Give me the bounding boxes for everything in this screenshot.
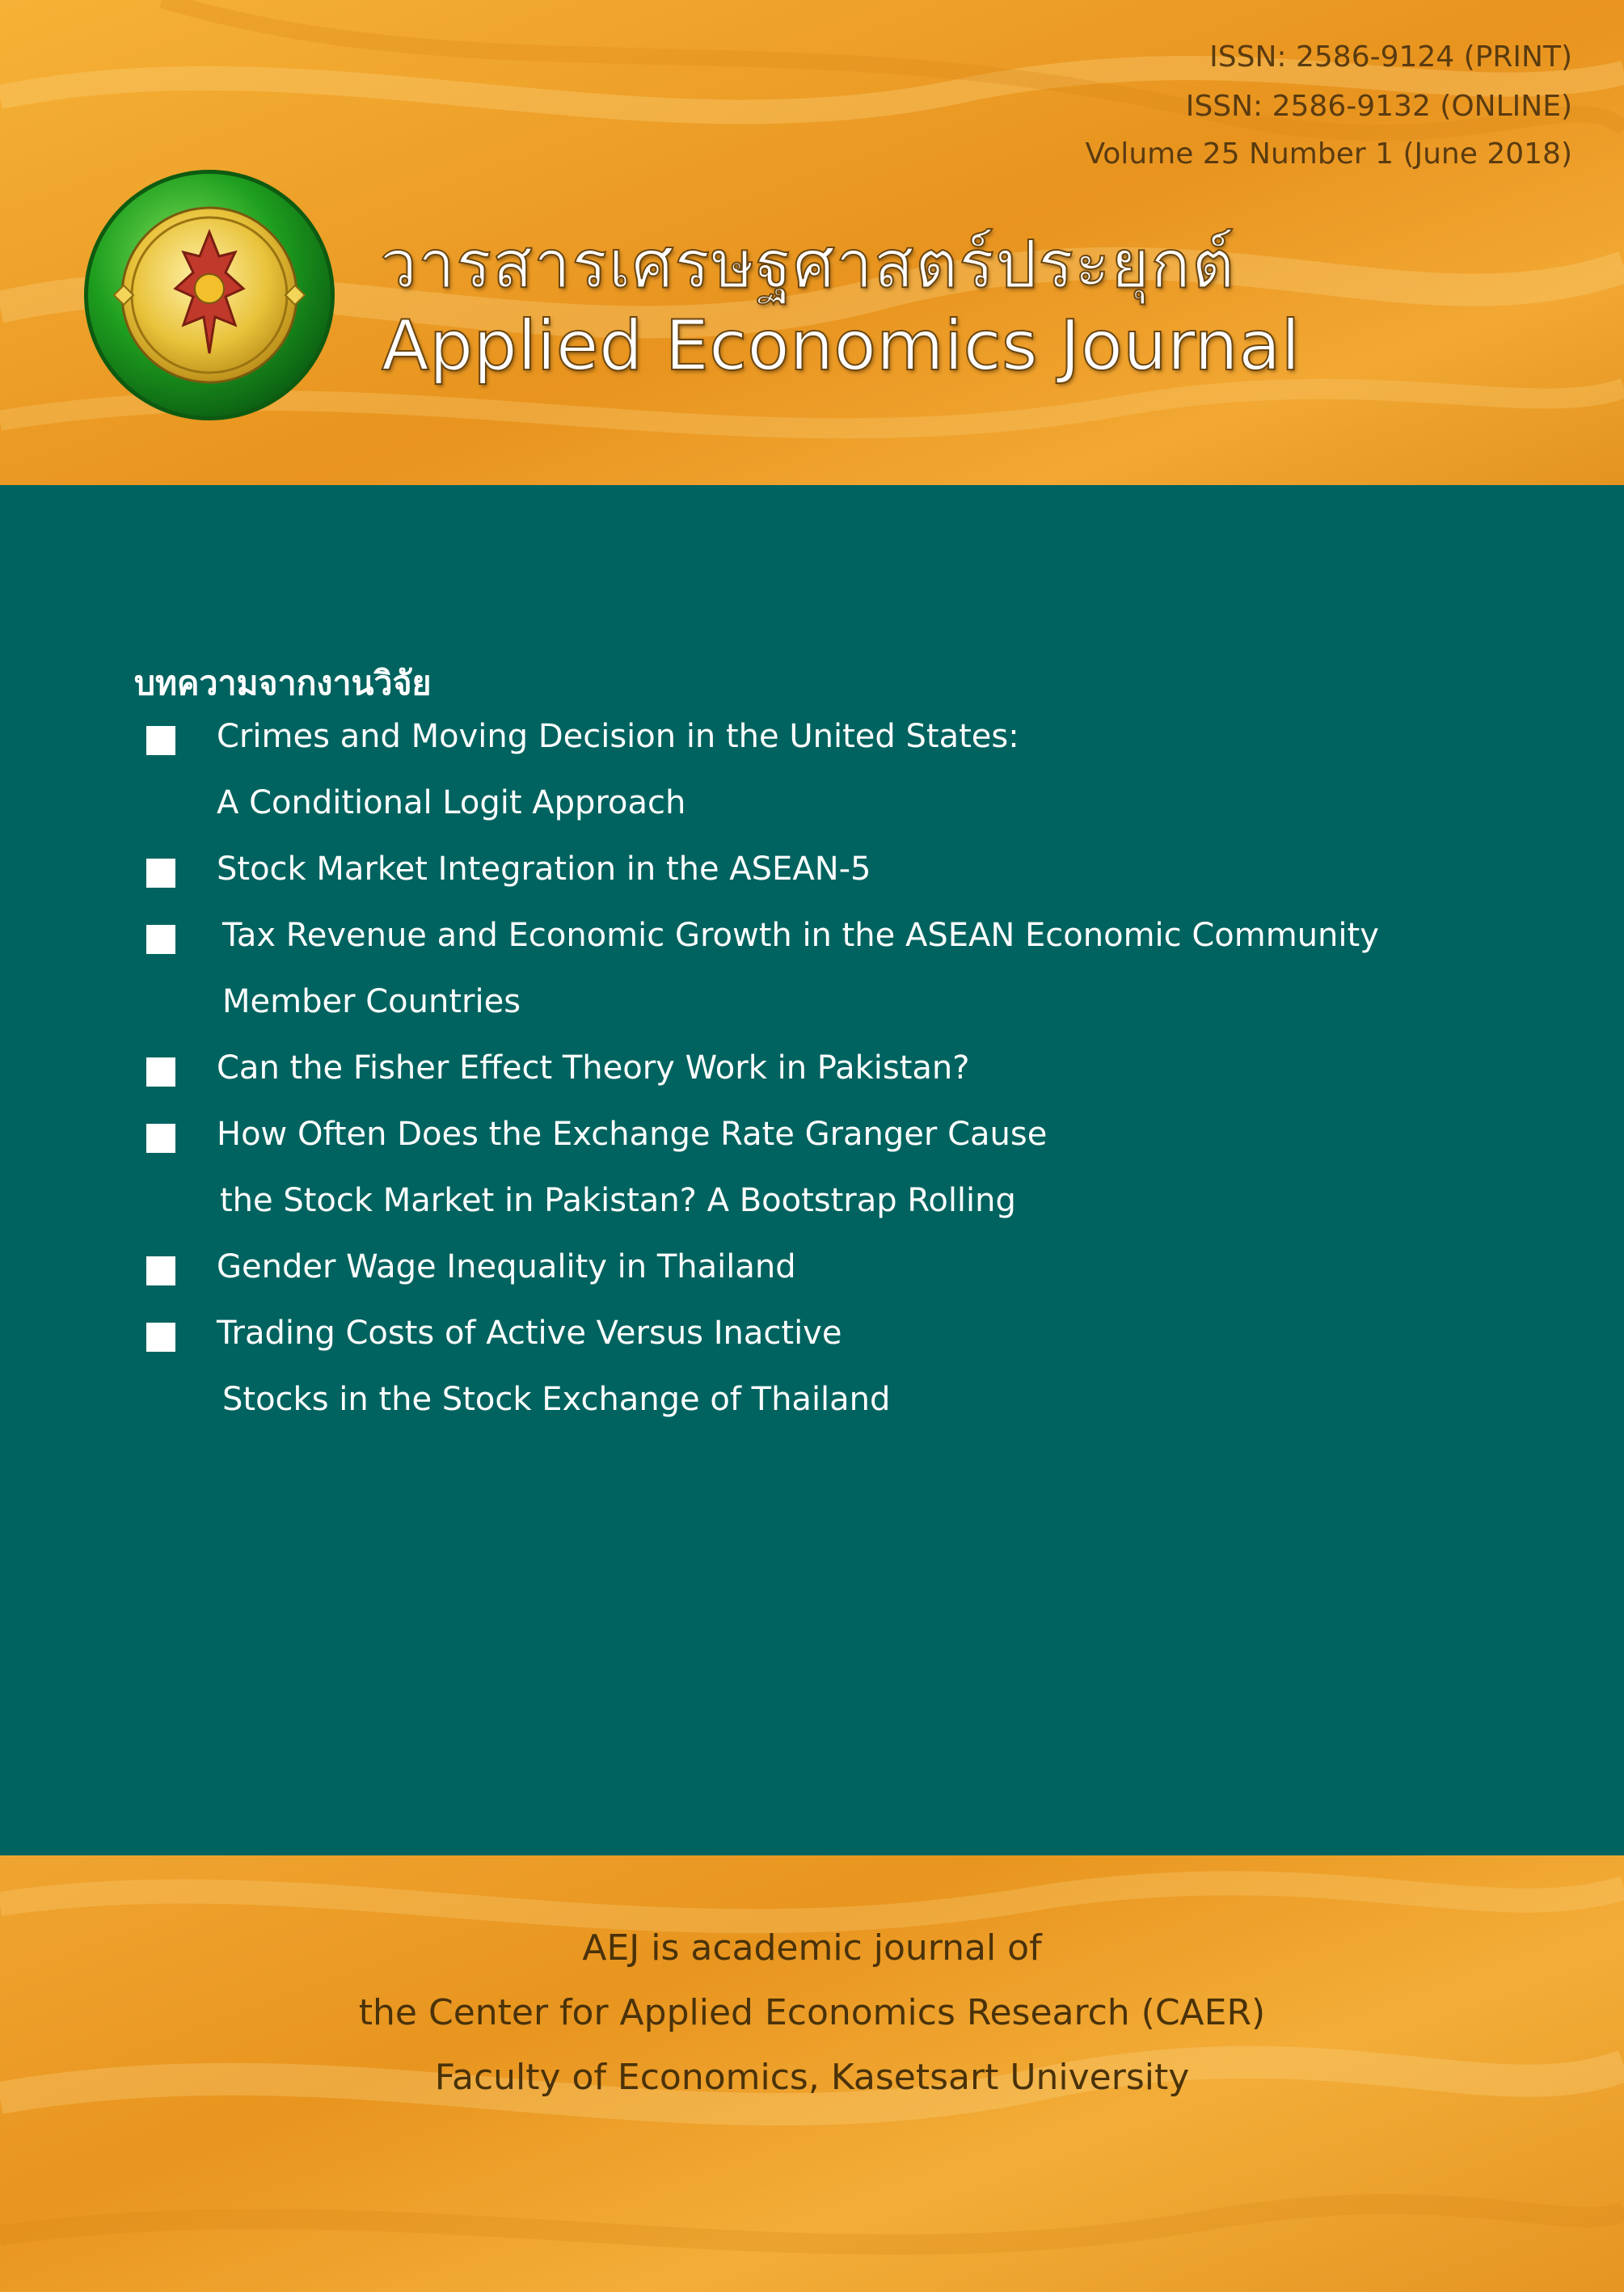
- square-bullet-icon: [146, 1124, 175, 1153]
- contents-heading: บทความจากงานวิจัย: [134, 664, 432, 703]
- article-title-line: A Conditional Logit Approach: [217, 784, 686, 821]
- article-title-line: How Often Does the Exchange Rate Granger Cause: [217, 1116, 1048, 1153]
- square-bullet-icon: [146, 859, 175, 888]
- footer-line-2: the Center for Applied Economics Research (CAER): [358, 1992, 1266, 2033]
- article-title-line: Stocks in the Stock Exchange of Thailand: [222, 1381, 891, 1418]
- square-bullet-icon: [146, 1256, 175, 1285]
- square-bullet-icon: [146, 925, 175, 954]
- square-bullet-icon: [146, 1057, 175, 1087]
- issn-online: ISSN: 2586-9132 (ONLINE): [1185, 90, 1572, 123]
- article-title-line: Trading Costs of Active Versus Inactive: [217, 1315, 842, 1352]
- footer-band: [0, 1855, 1624, 2292]
- square-bullet-icon: [146, 726, 175, 755]
- article-title-line: Gender Wage Inequality in Thailand: [217, 1248, 796, 1285]
- header-band: [0, 0, 1624, 485]
- article-title-line: Stock Market Integration in the ASEAN-5: [217, 851, 871, 888]
- article-title-line: the Stock Market in Pakistan? A Bootstrap Rolling: [220, 1182, 1016, 1219]
- journal-title-thai: วารสารเศรษฐศาสตร์ประยุกต์: [380, 226, 1236, 303]
- footer-line-1: AEJ is academic journal of: [582, 1927, 1042, 1969]
- article-title-line: Can the Fisher Effect Theory Work in Pakistan?: [217, 1049, 970, 1087]
- article-title-line: Crimes and Moving Decision in the United States:: [217, 718, 1019, 755]
- journal-title-english: Applied Economics Journal: [382, 306, 1301, 386]
- volume-info: Volume 25 Number 1 (June 2018): [1085, 137, 1572, 171]
- article-title-line: Tax Revenue and Economic Growth in the ASEAN Economic Community: [222, 917, 1379, 954]
- article-title-line: Member Countries: [222, 983, 521, 1020]
- square-bullet-icon: [146, 1323, 175, 1352]
- footer-line-3: Faculty of Economics, Kasetsart University: [434, 2057, 1190, 2098]
- kasetsart-seal-icon: [82, 167, 337, 423]
- issn-print: ISSN: 2586-9124 (PRINT): [1209, 40, 1572, 74]
